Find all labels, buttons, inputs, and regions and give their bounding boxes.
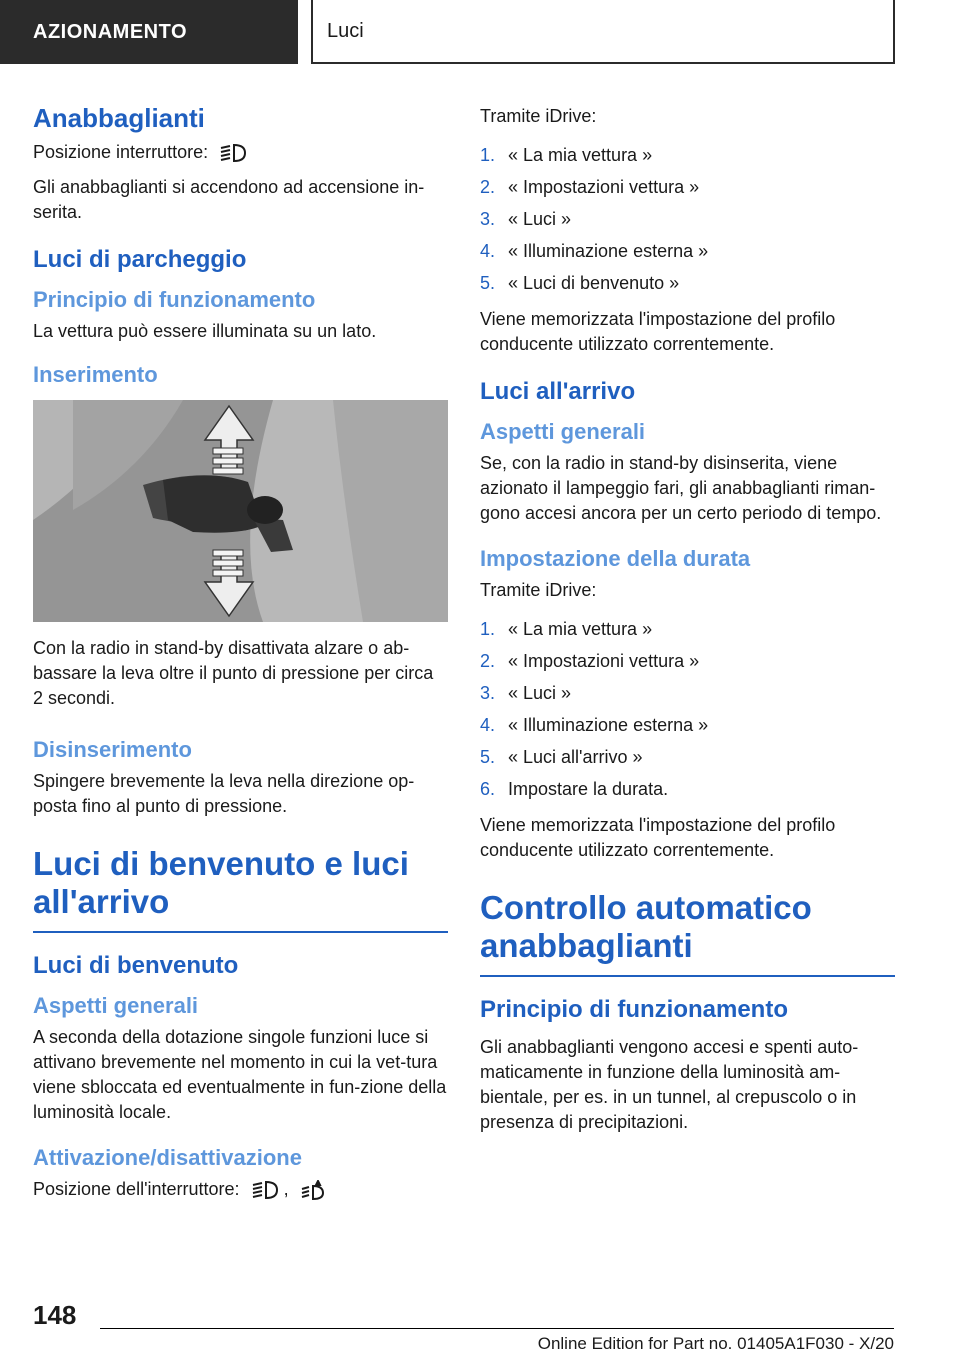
parking-lights-heading: Luci di parcheggio bbox=[33, 246, 247, 273]
parking-principle-heading: Principio di funzionamento bbox=[33, 287, 316, 312]
switch-off-heading: Disinserimento bbox=[33, 737, 192, 762]
list-item: 1. « La mia vettura » bbox=[480, 145, 653, 165]
arrival-lights-heading: Luci all'arrivo bbox=[480, 378, 636, 405]
low-beam-switch-position: Posizione interruttore: bbox=[33, 140, 448, 165]
list-item: 4. « Illuminazione esterna » bbox=[480, 715, 709, 735]
lever-illustration bbox=[33, 400, 448, 622]
idrive-intro-2: Tramite iDrive: bbox=[480, 580, 597, 600]
list-item: 5. « Luci all'arrivo » bbox=[480, 747, 643, 767]
list-item: 1. « La mia vettura » bbox=[480, 619, 653, 639]
arrival-general-text: Se, con la radio in stand-by disinserita, viene azionato il lampeggio fari, gli anabbaglianti riman-gono accesi ancora per un certo periodo di tempo. bbox=[480, 453, 882, 523]
welcome-general-text: A seconda della dotazione singole funzioni luce si attivano brevemente nel momento in cui la vet-tura viene sbloccata ed eventualmente in fun-zione della luminosità locale. bbox=[33, 1027, 447, 1122]
duration-steps-list bbox=[480, 613, 895, 805]
welcome-steps-list bbox=[480, 139, 895, 299]
idrive-intro-1: Tramite iDrive: bbox=[480, 106, 597, 126]
auto-principle-heading: Principio di funzionamento bbox=[480, 996, 788, 1023]
low-beam-icon bbox=[251, 1180, 279, 1200]
low-beam-icon bbox=[219, 143, 247, 163]
switch-on-text: Con la radio in stand-by disattivata alzare o ab-bassare la leva oltre il punto di pressione per circa 2 secondi. bbox=[33, 638, 434, 708]
switch-off-text: Spingere brevemente la leva nella direzione op-posta fino al punto di pressione. bbox=[33, 771, 415, 816]
switch-on-heading: Inserimento bbox=[33, 362, 158, 387]
duration-heading: Impostazione della durata bbox=[480, 546, 751, 571]
right-column bbox=[480, 104, 895, 1145]
list-item: 2. « Impostazioni vettura » bbox=[480, 177, 700, 197]
welcome-arrival-heading: Luci di benvenuto e luci all'arrivo bbox=[33, 845, 448, 933]
activation-switch-position: Posizione dell'interruttore: , bbox=[33, 1177, 448, 1202]
list-item: 3. « Luci » bbox=[480, 209, 572, 229]
auto-principle-text: Gli anabbaglianti vengono accesi e spenti auto-maticamente in funzione della luminosità am-bientale, per es. in un tunnel, al crepuscolo o in presenza di precipitazioni. bbox=[480, 1037, 859, 1132]
list-item: 3. « Luci » bbox=[480, 683, 572, 703]
list-item: 4. « Illuminazione esterna » bbox=[480, 241, 709, 261]
chapter-tab bbox=[311, 0, 895, 64]
left-column bbox=[33, 100, 448, 1212]
memo-text-2: Viene memorizzata l'impostazione del profilo conducente utilizzato correntemente. bbox=[480, 815, 836, 860]
chapter-title: Luci bbox=[327, 19, 364, 42]
page-number: 148 bbox=[33, 1300, 77, 1330]
welcome-general-heading: Aspetti generali bbox=[33, 993, 199, 1018]
section-tab bbox=[0, 0, 298, 64]
parking-principle-text: La vettura può essere illuminata su un lato. bbox=[33, 321, 377, 341]
welcome-lights-heading: Luci di benvenuto bbox=[33, 952, 239, 979]
edition-note: Online Edition for Part no. 01405A1F030 - X/20 bbox=[537, 1334, 894, 1353]
auto-light-icon bbox=[300, 1180, 326, 1200]
activation-heading: Attivazione/disattivazione bbox=[33, 1145, 302, 1170]
low-beam-heading: Anabbaglianti bbox=[33, 103, 205, 133]
auto-low-beam-heading: Controllo automatico anabbaglianti bbox=[480, 889, 895, 977]
list-item: 5. « Luci di benvenuto » bbox=[480, 273, 680, 293]
memo-text-1: Viene memorizzata l'impostazione del profilo conducente utilizzato correntemente. bbox=[480, 309, 836, 354]
footer-divider bbox=[100, 1328, 894, 1329]
section-title: AZIONAMENTO bbox=[33, 20, 188, 43]
list-item: 6. Impostare la durata. bbox=[480, 779, 669, 799]
list-item: 2. « Impostazioni vettura » bbox=[480, 651, 700, 671]
low-beam-text: Gli anabbaglianti si accendono ad accensione in-serita. bbox=[33, 177, 425, 222]
arrival-general-heading: Aspetti generali bbox=[480, 419, 646, 444]
